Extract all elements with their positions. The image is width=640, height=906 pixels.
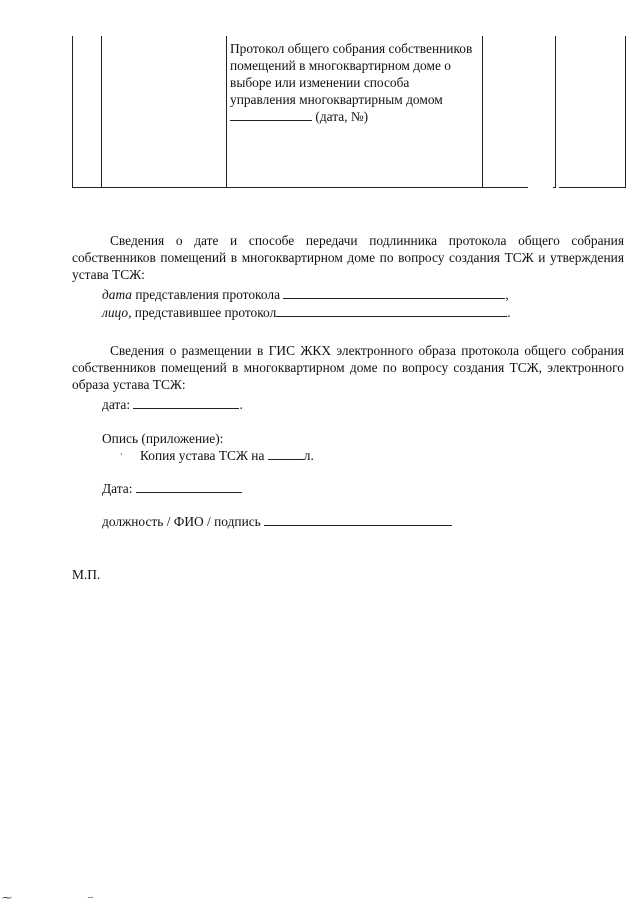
scan-artifact: ‒ — [88, 892, 93, 903]
table-column-divider — [101, 36, 102, 187]
protocol-date-number: (дата, №) — [315, 109, 369, 124]
gis-info-paragraph — [72, 342, 624, 393]
gis-date-field — [133, 396, 239, 409]
inventory-item — [140, 447, 314, 464]
footer-date-line — [102, 480, 242, 497]
table-column-divider — [555, 36, 556, 187]
gis-info-text: Сведения о размещении в ГИС ЖКХ электронного образа протокола общего собрания собственников помещений в многоквартирном доме по вопросу создания ТСЖ, электронного образа устава ТСЖ: — [72, 343, 624, 392]
transfer-person-label: представившее протокол — [131, 305, 277, 320]
scan-artifact: ⁓ — [2, 893, 12, 904]
transfer-date-field — [283, 286, 505, 299]
table-column-divider — [482, 36, 483, 187]
transfer-date-end: , — [505, 287, 509, 302]
signature-field — [264, 513, 452, 526]
table-column-divider — [226, 36, 227, 187]
gis-date-end: . — [239, 397, 243, 412]
transfer-person-end: . — [507, 305, 511, 320]
inventory-bullet: · — [120, 449, 123, 459]
inventory-item-prefix: Копия устава ТСЖ на — [140, 448, 265, 463]
transfer-person-line — [102, 304, 511, 321]
table-line-gap — [528, 186, 553, 189]
protocol-blank-field — [230, 108, 312, 121]
signature-label: должность / ФИО / подпись — [102, 514, 261, 529]
table-cell-protocol — [230, 40, 478, 125]
inventory-item-suffix: л. — [303, 448, 314, 463]
transfer-person-label-italic: лицо, — [102, 305, 132, 320]
footer-date-field — [136, 480, 242, 493]
inventory-label: Опись (приложение): — [102, 431, 224, 446]
protocol-description: Протокол общего собрания собственников помещений в многоквартирном доме о выборе или изменении способа управления многоквартирным домом — [230, 41, 473, 107]
transfer-info-paragraph — [72, 232, 624, 283]
gis-date-label: дата: — [102, 397, 131, 412]
stamp-place: М.П. — [72, 567, 101, 582]
signature-line — [102, 513, 452, 530]
footer-date-label: Дата: — [102, 481, 133, 496]
table-line-gap — [556, 186, 559, 189]
transfer-date-label: представления протокола — [132, 287, 281, 302]
transfer-person-field — [276, 304, 507, 317]
transfer-date-line — [102, 286, 509, 303]
transfer-date-label-italic: дата — [102, 287, 132, 302]
gis-date-line — [102, 396, 243, 413]
transfer-info-text: Сведения о дате и способе передачи подлинника протокола общего собрания собственников помещений в многоквартирном доме по вопросу создания ТСЖ и утверждения устава ТСЖ: — [72, 233, 624, 282]
inventory-pages-field — [268, 447, 304, 460]
registry-table-fragment — [72, 36, 626, 188]
